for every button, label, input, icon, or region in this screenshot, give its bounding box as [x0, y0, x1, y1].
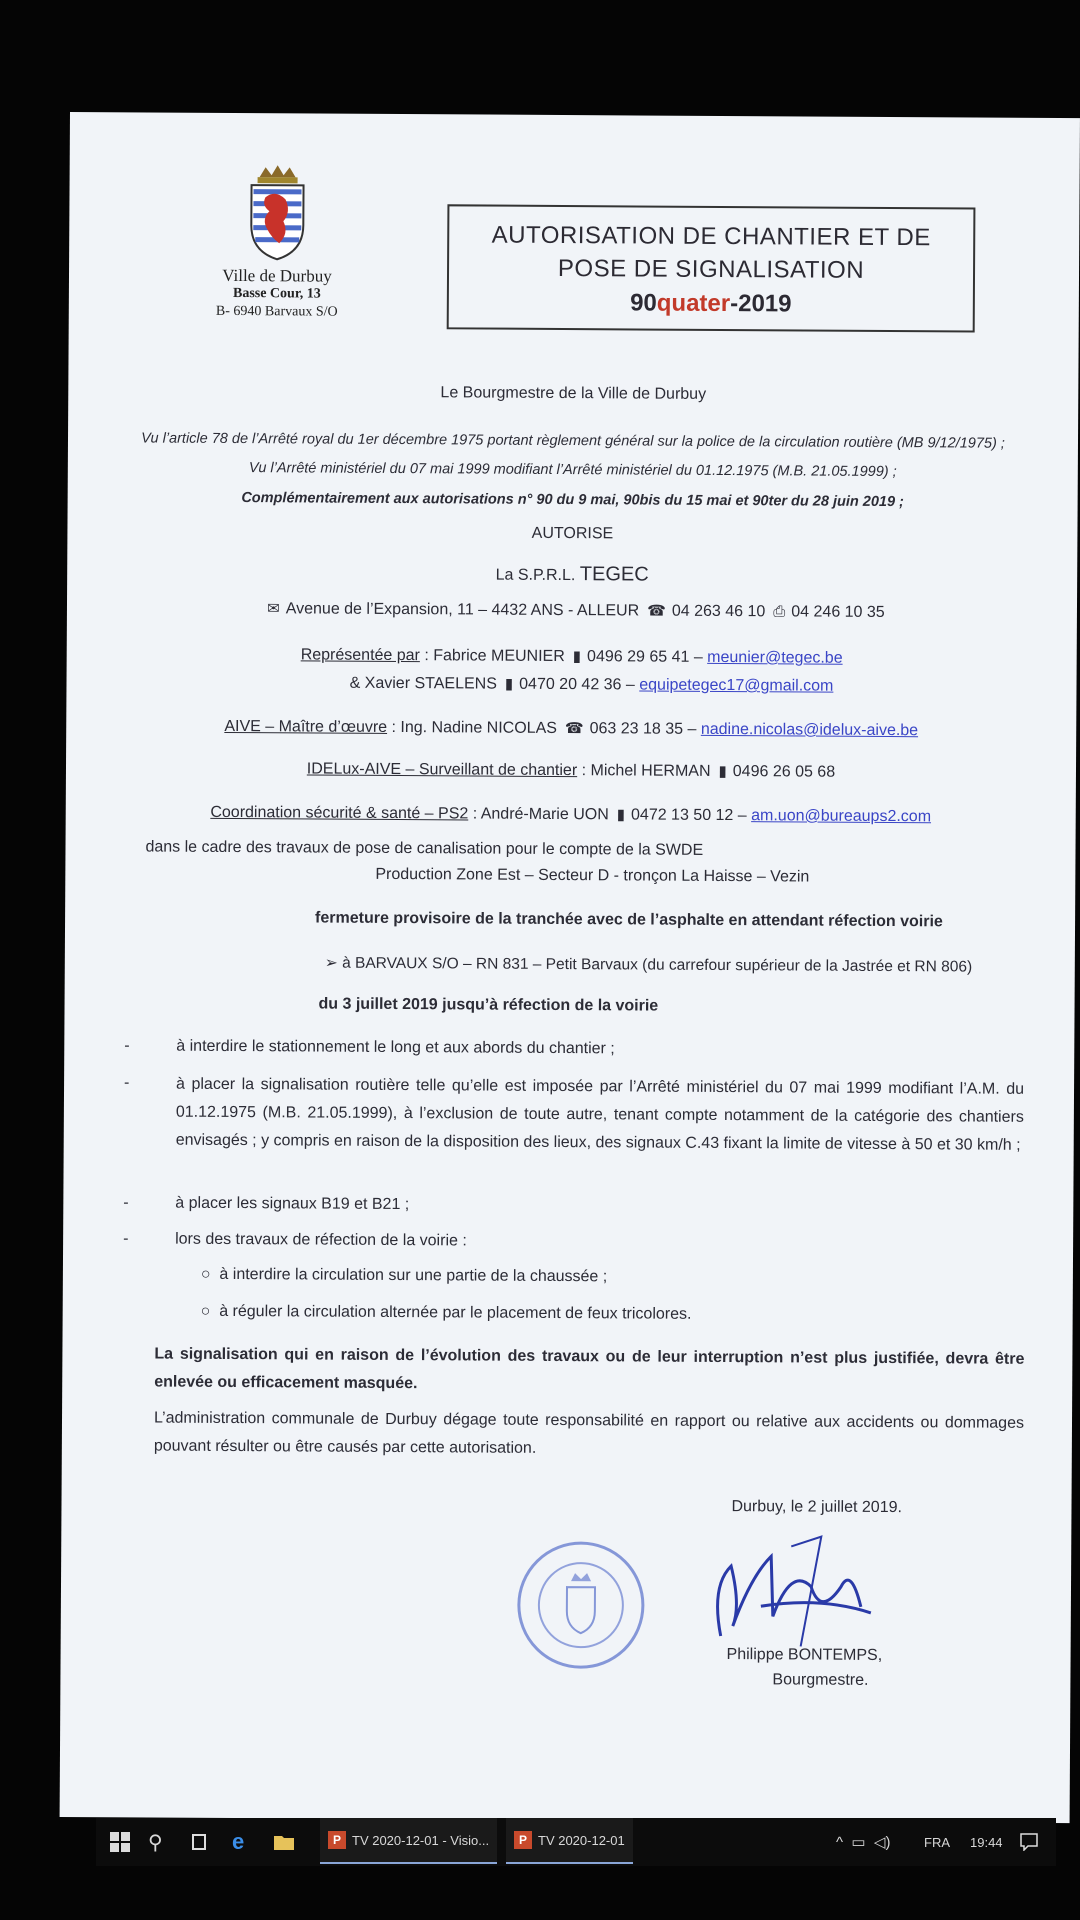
municipality-address: Basse Cour, 13 — [232, 285, 321, 302]
coat-of-arms-icon — [245, 163, 310, 263]
clock[interactable]: 19:44 — [970, 1834, 1003, 1850]
rule-4b: ○ à réguler la circulation alternée par le placement de feux tricolores. — [200, 1302, 692, 1323]
file-explorer-icon[interactable] — [274, 1818, 294, 1866]
rule-2: à placer la signalisation routière telle qu’elle est imposée par l’Arrêté ministériel du 07 mai 1999 modifiant l’A.M. du 01.12.1975 (M.B. 21.05.1999), à l’exclusion de toute autre, tenant compte notamment de la catégorie des chantiers envisagés ; y compris en raison de la disposition des lieux, des signaux C.43 fixant la limite de vitesse à 50 et 30 km/h ; — [175, 1075, 1025, 1154]
title-line-1: AUTORISATION DE CHANTIER ET DE — [491, 221, 931, 252]
mobile-icon: ▮ — [572, 648, 582, 666]
mobile-icon: ▮ — [616, 806, 626, 824]
dash-icon: - — [123, 1194, 129, 1212]
municipality-name: Ville de Durbuy — [222, 265, 332, 286]
taskbar — [96, 1818, 1056, 1866]
issuer: Le Bourgmestre de la Ville de Durbuy — [440, 384, 707, 403]
mobile-icon: ▮ — [504, 675, 514, 693]
phone-icon: ☎ — [647, 602, 666, 620]
dash-icon: - — [123, 1230, 129, 1248]
authorization-number: 90quater-2019 — [630, 289, 792, 318]
rule-1: à interdire le stationnement le long et aux abords du chantier ; — [176, 1037, 615, 1058]
taskbar-item-document[interactable]: P TV 2020-12-01 — [506, 1818, 633, 1864]
title-box — [447, 204, 976, 332]
chevron-up-icon: ^ — [836, 1833, 844, 1851]
autorise-heading: AUTORISE — [531, 524, 614, 543]
project-manager: AIVE – Maître d’œuvre : Ing. Nadine NICOLAS ☎ 063 23 18 35 – nadine.nicolas@idelux-aive.be — [224, 717, 919, 740]
municipality-postal: B- 6940 Barvaux S/O — [215, 303, 338, 320]
taskbar-item-visio[interactable]: P TV 2020-12-01 - Visio... — [320, 1818, 497, 1864]
rep2-email-link[interactable]: equipetegec17@gmail.com — [639, 676, 834, 695]
edge-icon[interactable]: e — [232, 1829, 245, 1854]
dash-icon: - — [124, 1037, 130, 1055]
rule-4a: ○ à interdire la circulation sur une partie de la chaussée ; — [200, 1265, 608, 1286]
title-line-2: POSE DE SIGNALISATION — [557, 254, 865, 284]
legal-basis-1: Vu l’article 78 de l’Arrêté royal du 1er décembre 1975 portant règlement général sur la police de la circulation routière (MB 9/12/1975) ; — [141, 430, 1005, 452]
work-period: du 3 juillet 2019 jusqu’à réfection de la voirie — [318, 995, 659, 1015]
signature-icon — [701, 1526, 882, 1647]
windows-icon — [110, 1832, 130, 1852]
municipal-stamp-icon — [510, 1535, 651, 1676]
liability-disclaimer: L’administration communale de Durbuy dégage toute responsabilité en rapport ou relative aux accidents ou dommages pouvant résulter ou être causés par cette autorisation. — [153, 1409, 1025, 1457]
notification-icon[interactable] — [1020, 1818, 1038, 1866]
closure-note: fermeture provisoire de la tranchée avec de l’asphalte en attendant réfection voirie — [315, 909, 943, 931]
mail-icon: ✉ — [267, 600, 280, 618]
language-indicator[interactable]: FRA — [924, 1834, 950, 1850]
rule-4: lors des travaux de réfection de la voirie : — [175, 1230, 467, 1250]
document-page — [60, 112, 1080, 1823]
safety-coordinator: Coordination sécurité & santé – PS2 : André-Marie UON ▮ 0472 13 50 12 – am.uon@bureaups2.com — [210, 803, 932, 826]
company-address: ✉ Avenue de l’Expansion, 11 – 4432 ANS - ALLEUR ☎ 04 263 46 10 ⎙ 04 246 10 35 — [267, 600, 885, 621]
signage-warning: La signalisation qui en raison de l’évolution des travaux ou de leur interruption n’est plus justifiée, devra être enlevée ou efficacement masquée. — [154, 1345, 1025, 1393]
signer-name: Philippe BONTEMPS, — [726, 1646, 883, 1664]
search-icon[interactable]: ⚲ — [148, 1831, 163, 1854]
arrow-icon: ➢ — [324, 954, 343, 972]
company-name: La S.P.R.L. TEGEC — [495, 563, 649, 586]
aive-email-link[interactable]: nadine.nicolas@idelux-aive.be — [700, 720, 919, 740]
legal-basis-2: Vu l’Arrêté ministériel du 07 mai 1999 modifiant l’Arrêté ministériel du 01.12.1975 (M.B. 21.05.1999) ; — [248, 460, 897, 481]
phone-icon: ☎ — [564, 720, 584, 738]
mobile-icon: ▮ — [718, 762, 727, 781]
coord-email-link[interactable]: am.uon@bureaups2.com — [751, 807, 932, 826]
circle-bullet-icon: ○ — [200, 1265, 220, 1283]
volume-icon: ◁) — [873, 1834, 891, 1851]
circle-bullet-icon: ○ — [200, 1302, 220, 1320]
rule-3: à placer les signaux B19 et B21 ; — [175, 1194, 410, 1214]
work-context: dans le cadre des travaux de pose de canalisation pour le compte de la SWDE — [145, 838, 704, 859]
task-view-icon[interactable] — [190, 1818, 208, 1866]
place-date: Durbuy, le 2 juillet 2019. — [731, 1498, 903, 1517]
battery-icon: ▭ — [851, 1834, 866, 1851]
representative-2: & Xavier STAELENS ▮ 0470 20 42 36 – equipetegec17@gmail.com — [349, 674, 834, 695]
site-supervisor: IDELux-AIVE – Surveillant de chantier : Michel HERMAN ▮ 0496 26 05 68 — [306, 760, 836, 781]
start-button[interactable] — [110, 1818, 130, 1866]
work-zone: Production Zone Est – Secteur D - tronçon La Haisse – Vezin — [375, 865, 810, 886]
signer-role: Bourgmestre. — [772, 1671, 869, 1689]
representative-1: Représentée par : Fabrice MEUNIER ▮ 0496 29 65 41 – meunier@tegec.be — [300, 646, 843, 667]
rep1-email-link[interactable]: meunier@tegec.be — [707, 648, 843, 667]
system-tray[interactable] — [836, 1818, 890, 1866]
work-location: ➢ à BARVAUX S/O – RN 831 – Petit Barvaux (du carrefour supérieur de la Jastrée et RN 806) — [324, 954, 973, 976]
powerpoint-icon: P — [328, 1831, 346, 1849]
complementary-note: Complémentairement aux autorisations n° 90 du 9 mai, 90bis du 15 mai et 90ter du 28 juin 2019 ; — [241, 490, 904, 511]
powerpoint-icon: P — [514, 1831, 532, 1849]
dash-icon: - — [124, 1074, 130, 1092]
fax-icon: ⎙ — [773, 603, 786, 621]
municipality-header — [177, 163, 378, 322]
